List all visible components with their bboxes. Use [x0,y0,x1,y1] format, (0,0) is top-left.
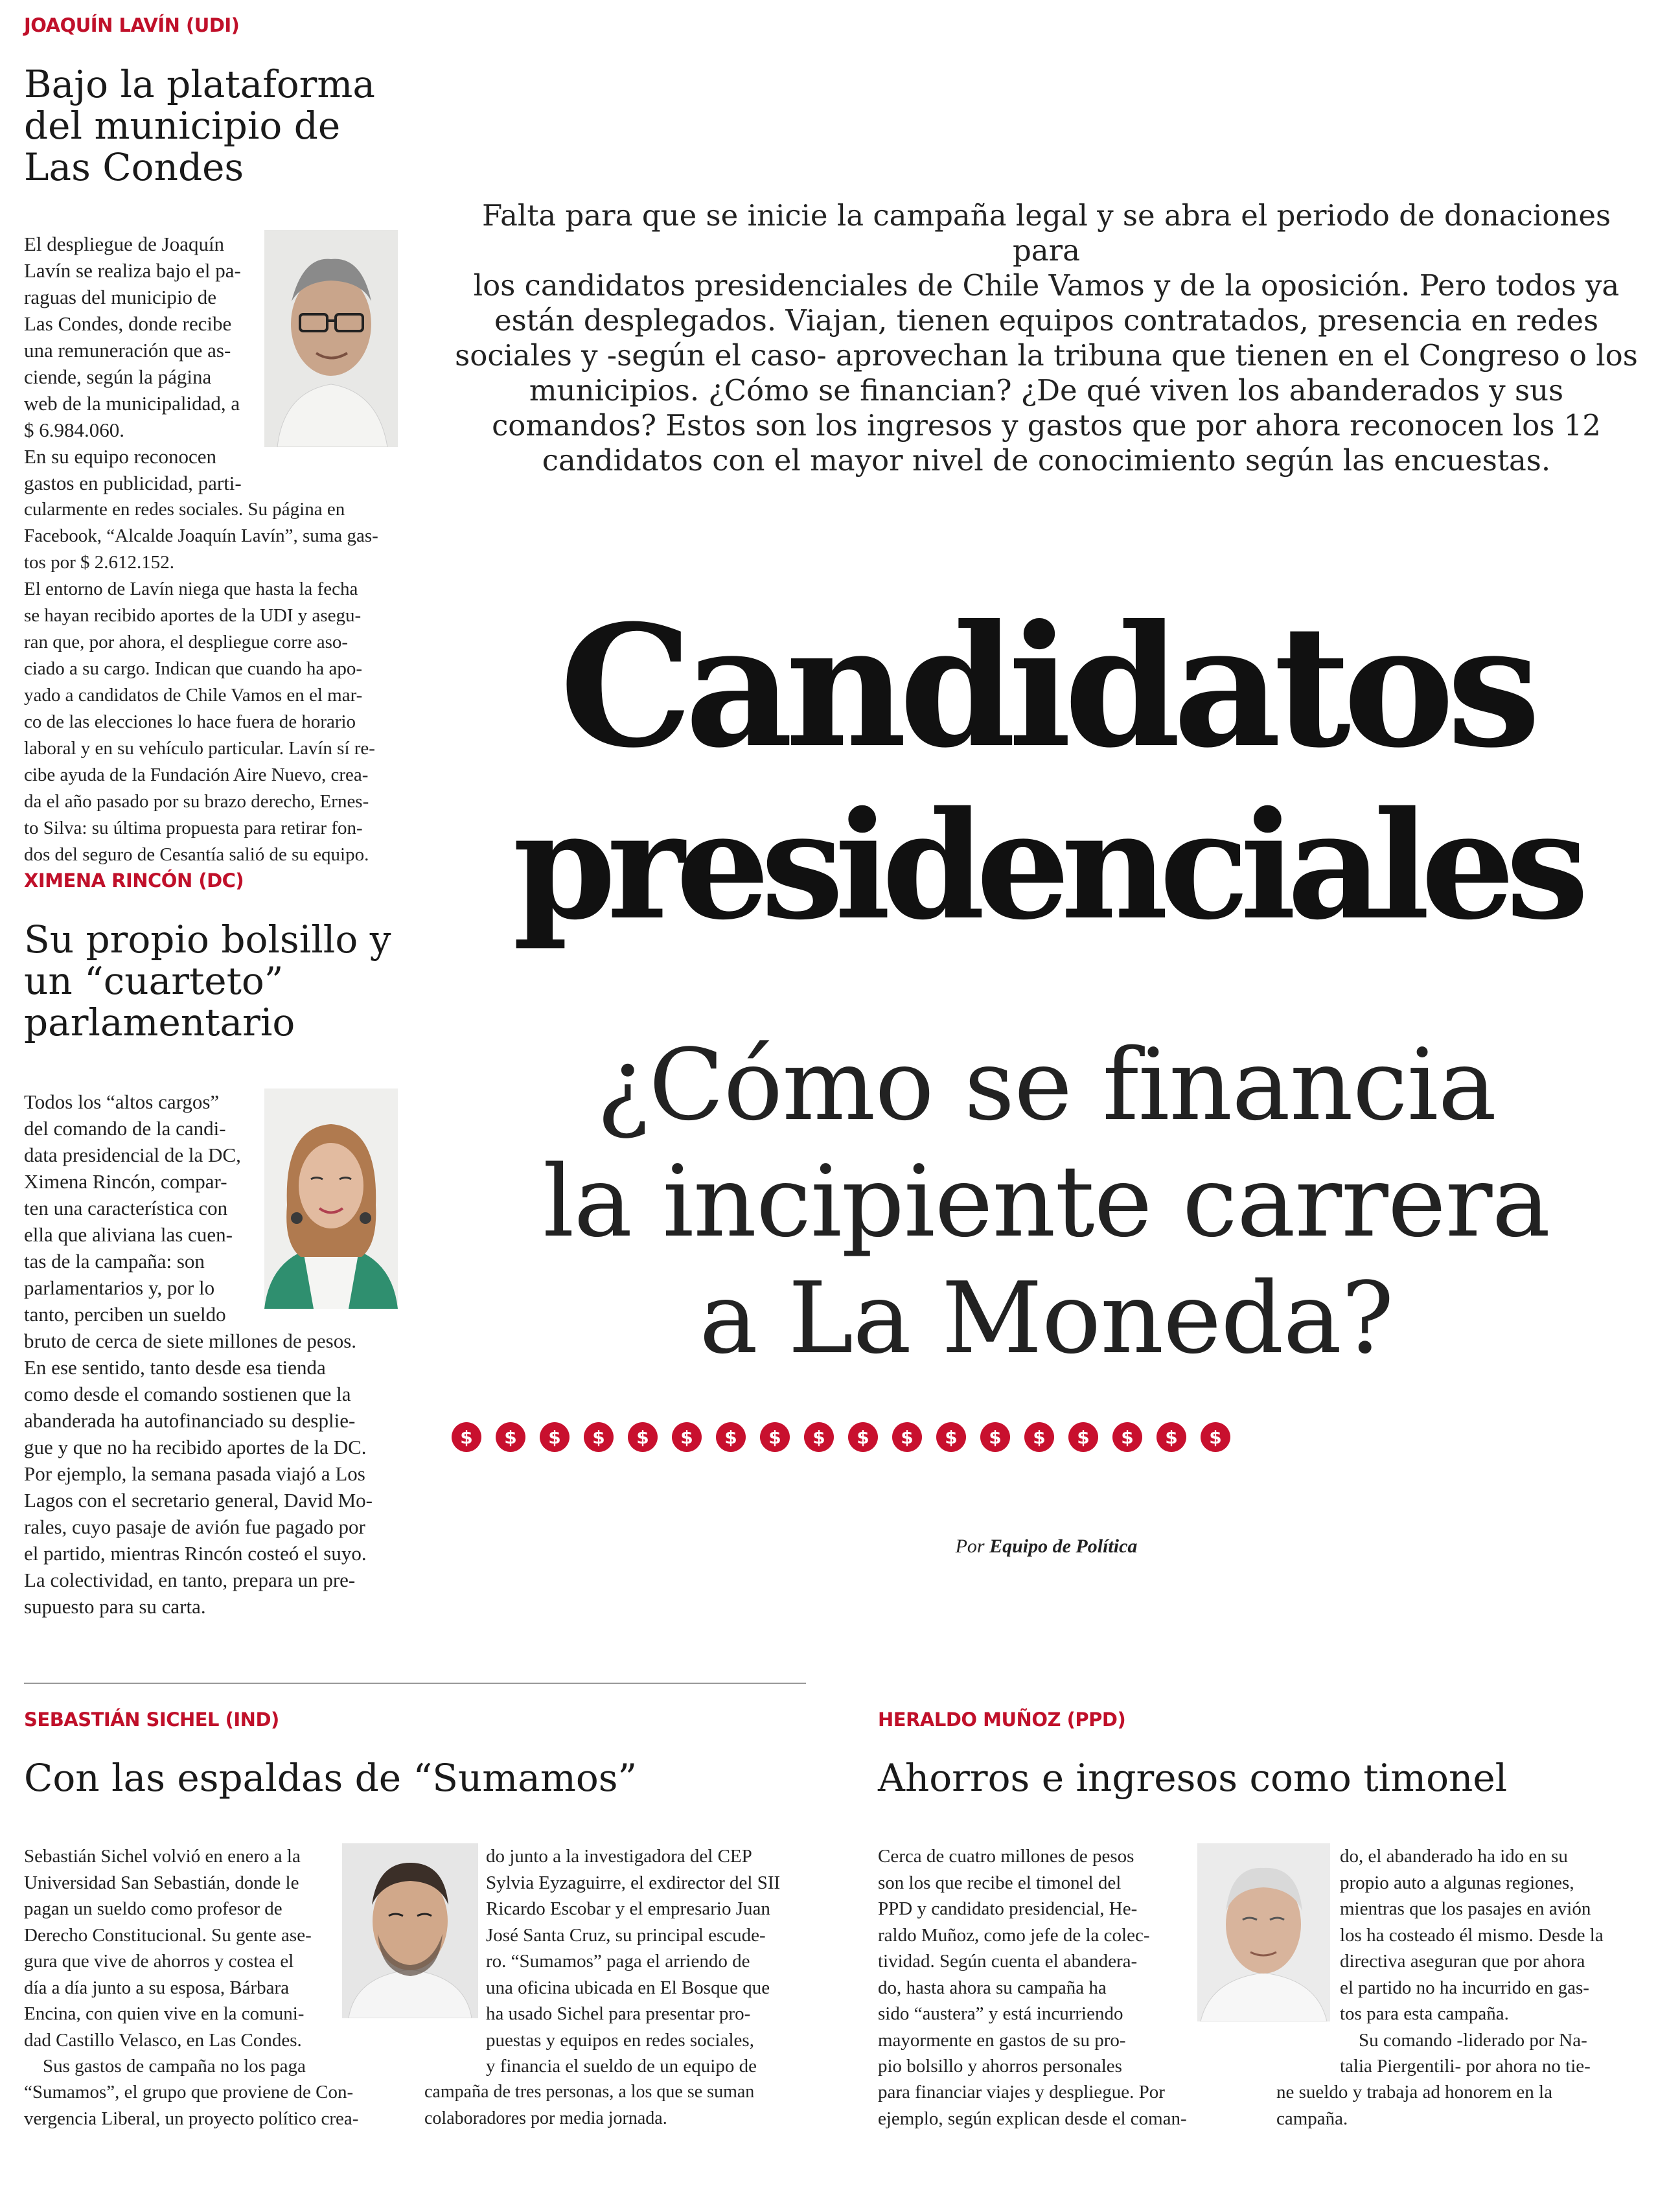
subtitle-line: ¿Cómo se financia [596,1028,1497,1142]
body-line: do, hasta ahora su campaña ha [878,1977,1107,1998]
body-line: Derecho Constitucional. Su gente ase- [24,1924,312,1946]
body-line: mayormente en gastos de su pro- [878,2029,1126,2051]
body-line: Todos los “altos cargos” [24,1090,220,1113]
body-line: gastos en publicidad, parti- [24,472,242,494]
munoz-kicker: HERALDO MUÑOZ (PPD) [878,1709,1126,1731]
rincon-portrait-illustration [264,1088,398,1309]
body-line: supuesto para su carta. [24,1595,206,1618]
sichel-kicker: SEBASTIÁN SICHEL (IND) [24,1709,279,1731]
body-line: directiva aseguran que por ahora [1340,1951,1585,1972]
lavin-portrait-illustration [264,230,398,447]
body-line: Facebook, “Alcalde Joaquín Lavín”, suma gas- [24,525,378,546]
body-line: tividad. Según cuenta el abandera- [878,1951,1138,1972]
intro-line: los candidatos presidenciales de Chile Vamos y de la oposición. Pero todos ya [473,268,1620,303]
byline-author: Equipo de Política [989,1536,1138,1557]
body-line: yado a candidatos de Chile Vamos en el mar- [24,685,363,706]
body-line: bruto de cerca de siete millones de pesos. [24,1330,357,1352]
body-line: tanto, perciben un sueldo [24,1303,226,1326]
dollar-coin-icon: $ [1112,1422,1142,1452]
body-line: $ 6.984.060. [24,419,124,441]
body-line: Ximena Rincón, compar- [24,1170,227,1193]
body-line: vergencia Liberal, un proyecto político crea- [24,2108,359,2129]
subtitle-line: a La Moneda? [699,1261,1394,1376]
dollar-coin-icon: $ [848,1422,878,1452]
body-line: José Santa Cruz, su principal escude- [486,1924,766,1946]
dollar-coin-icon: $ [1024,1422,1054,1452]
body-line: Sebastián Sichel volvió en enero a la [24,1846,301,1867]
body-line: Lagos con el secretario general, David Mo- [24,1489,373,1512]
rincon-portrait [264,1088,398,1309]
subtitle [454,1027,1639,1377]
body-line: cibe ayuda de la Fundación Aire Nuevo, crea- [24,765,369,785]
body-line: Sus gastos de campaña no los paga [24,2056,306,2077]
body-line: ella que aliviana las cuen- [24,1223,233,1246]
dollar-coin-icon: $ [760,1422,790,1452]
body-line: Sylvia Eyzaguirre, el exdirector del SII [486,1872,781,1893]
dollar-coin-icon: $ [716,1422,746,1452]
rincon-headline-line: Su propio bolsillo y [24,917,391,962]
lavin-portrait [264,230,398,447]
body-line: el partido no ha incurrido en gas- [1340,1977,1589,1998]
body-line: se hayan recibido aportes de la UDI y asegu- [24,605,362,626]
body-line: web de la municipalidad, a [24,392,240,415]
dollar-coin-icon: $ [540,1422,570,1452]
body-line: ciende, según la página [24,365,212,388]
dollar-coin-icon: $ [584,1422,614,1452]
dollar-coin-icon: $ [452,1422,481,1452]
body-line: y financia el sueldo de un equipo de [486,2056,757,2077]
body-line: raldo Muñoz, como jefe de la colec- [878,1924,1150,1946]
body-line: Las Condes, donde recibe [24,312,232,335]
intro-line: están desplegados. Viajan, tienen equipos contratados, presencia en redes [494,303,1599,338]
body-line: una oficina ubicada en El Bosque que [486,1977,770,1998]
dollar-coin-icon: $ [804,1422,834,1452]
body-line: ro. “Sumamos” paga el arriendo de [486,1951,750,1972]
body-line: raguas del municipio de [24,286,216,308]
dollar-coin-icon: $ [1156,1422,1186,1452]
intro-line: municipios. ¿Cómo se financian? ¿De qué viven los abanderados y sus [529,373,1564,408]
dollar-coin-icon: $ [496,1422,525,1452]
body-line: día a día junto a su esposa, Bárbara [24,1977,290,1998]
body-line: campaña. [1276,2108,1348,2129]
body-line: una remuneración que as- [24,339,231,362]
body-line: propio auto a algunas regiones, [1340,1872,1574,1893]
munoz-portrait-illustration [1197,1843,1330,2021]
lavin-body-narrow [24,231,255,496]
body-line: ne sueldo y trabaja ad honorem en la [1276,2082,1552,2102]
body-line: do, el abanderado ha ido en su [1340,1846,1568,1867]
body-line: parlamentarios y, por lo [24,1276,215,1299]
body-line: Lavín se realiza bajo el pa- [24,259,241,282]
sichel-portrait [342,1843,478,2018]
body-line: En ese sentido, tanto desde esa tienda [24,1356,326,1379]
rincon-headline-line: parlamentario [24,1000,295,1044]
body-line: mientras que los pasajes en avión [1340,1898,1591,1919]
rincon-kicker: XIMENA RINCÓN (DC) [24,869,244,892]
sichel-col2-wide [424,2079,796,2132]
body-line: ciado a su cargo. Indican que cuando ha apo- [24,658,363,679]
body-line: Cerca de cuatro millones de pesos [878,1846,1134,1867]
body-line: pagan un sueldo como profesor de [24,1898,282,1919]
rincon-headline-line: un “cuarteto” [24,959,284,1003]
sichel-portrait-illustration [342,1843,478,2018]
body-line: El despliegue de Joaquín [24,233,225,255]
munoz-col1 [878,1843,1188,2080]
body-line: sido “austera” y está incurriendo [878,2003,1123,2024]
body-line: como desde el comando sostienen que la [24,1383,351,1405]
munoz-col2 [1340,1843,1650,2080]
body-line: para financiar viajes y despliegue. Por [878,2082,1165,2102]
dollar-coin-icon: $ [980,1422,1010,1452]
dollar-coin-icon: $ [1068,1422,1098,1452]
intro-line: Falta para que se inicie la campaña legal y se abra el periodo de donaciones para [481,198,1611,268]
intro-line: comandos? Estos son los ingresos y gastos que por ahora reconocen los 12 [492,408,1601,443]
rincon-body-wide [24,1328,398,1620]
lavin-body-wide [24,496,398,868]
body-line: Su comando -liderado por Na- [1340,2029,1587,2051]
body-line: laboral y en su vehículo particular. Lavín sí re- [24,738,375,759]
subtitle-line: la incipiente carrera [542,1144,1550,1259]
body-line: dad Castillo Velasco, en Las Condes. [24,2029,302,2051]
sichel-col2 [486,1843,796,2080]
body-line: el partido, mientras Rincón costeó el suyo. [24,1542,367,1565]
section-divider [24,1683,806,1684]
body-line: los ha costeado él mismo. Desde la [1340,1924,1604,1946]
body-line: do junto a la investigadora del CEP [486,1846,752,1867]
sichel-headline: Con las espaldas de “Sumamos” [24,1756,638,1800]
body-line: pio bolsillo y ahorros personales [878,2056,1122,2077]
dollar-coin-icon: $ [672,1422,702,1452]
body-line: dos del seguro de Cesantía salió de su equipo. [24,844,369,865]
body-line: PPD y candidato presidencial, He- [878,1898,1138,1919]
rincon-body-narrow [24,1088,255,1328]
body-line: tos para esta campaña. [1340,2003,1509,2024]
body-line: “Sumamos”, el grupo que proviene de Con- [24,2082,354,2102]
body-line: El entorno de Lavín niega que hasta la fecha [24,579,358,599]
body-line: La colectividad, en tanto, prepara un pre- [24,1569,356,1591]
body-line: colaboradores por media jornada. [424,2108,667,2128]
body-line: to Silva: su última propuesta para retirar fon- [24,818,363,838]
body-line: data presidencial de la DC, [24,1144,241,1166]
lavin-kicker: JOAQUÍN LAVÍN (UDI) [24,14,240,36]
body-line: Ricardo Escobar y el empresario Juan [486,1898,770,1919]
body-line: son los que recibe el timonel del [878,1872,1122,1893]
intro-deck [454,198,1639,478]
body-line: talia Piergentili- por ahora no tie- [1340,2056,1591,2077]
dollar-coin-icon: $ [1201,1422,1230,1452]
body-line: rales, cuyo pasaje de avión fue pagado por [24,1515,365,1538]
body-line: tas de la campaña: son [24,1250,205,1272]
body-line: gue y que no ha recibido aportes de la DC. [24,1436,367,1458]
dollar-coin-icon: $ [892,1422,922,1452]
dollar-coin-icon: $ [936,1422,966,1452]
munoz-col1-wide [878,2079,1250,2132]
body-line: tos por $ 2.612.152. [24,552,174,573]
body-line: co de las elecciones lo hace fuera de horario [24,711,356,732]
body-line: cularmente en redes sociales. Su página en [24,499,345,520]
body-line: Por ejemplo, la semana pasada viajó a Los [24,1462,365,1485]
body-line: ha usado Sichel para presentar pro- [486,2003,751,2024]
main-title-line2: presidenciales [512,779,1580,952]
body-line: puestas y equipos en redes sociales, [486,2029,754,2051]
body-line: abanderada ha autofinanciado su desplie- [24,1409,356,1432]
body-line: da el año pasado por su brazo derecho, Ernes- [24,791,369,812]
byline [454,1536,1639,1558]
lavin-headline-line: Bajo la plataforma [24,62,375,106]
coin-row [0,1422,1680,1452]
body-line: Universidad San Sebastián, donde le [24,1872,299,1893]
body-line: gura que vive de ahorros y costea el [24,1951,294,1972]
lavin-headline-line: Las Condes [24,145,244,189]
body-line: En su equipo reconocen [24,445,216,468]
intro-line: candidatos con el mayor nivel de conocimiento según las encuestas. [542,443,1551,478]
munoz-col2-wide [1276,2079,1650,2132]
body-line: ran que, por ahora, el despliegue corre aso- [24,632,349,652]
body-line: ejemplo, según explican desde el coman- [878,2108,1187,2129]
sichel-col1 [24,1843,334,2080]
byline-prefix: Por [955,1536,985,1557]
body-line: ten una característica con [24,1197,228,1219]
lavin-headline-line: del municipio de [24,104,341,148]
body-line: campaña de tres personas, a los que se suman [424,2082,755,2102]
main-title-line1: Candidatos [559,588,1534,785]
munoz-headline: Ahorros e ingresos como timonel [878,1756,1508,1800]
body-line: del comando de la candi- [24,1117,226,1140]
intro-line: sociales y -según el caso- aprovechan la tribuna que tienen en el Congreso o los [455,338,1638,373]
lavin-headline [24,63,387,188]
sichel-col1-wide [24,2079,393,2132]
rincon-headline [24,919,406,1043]
body-line: Encina, con quien vive en la comuni- [24,2003,305,2024]
munoz-portrait [1197,1843,1330,2021]
dollar-coin-icon: $ [628,1422,658,1452]
